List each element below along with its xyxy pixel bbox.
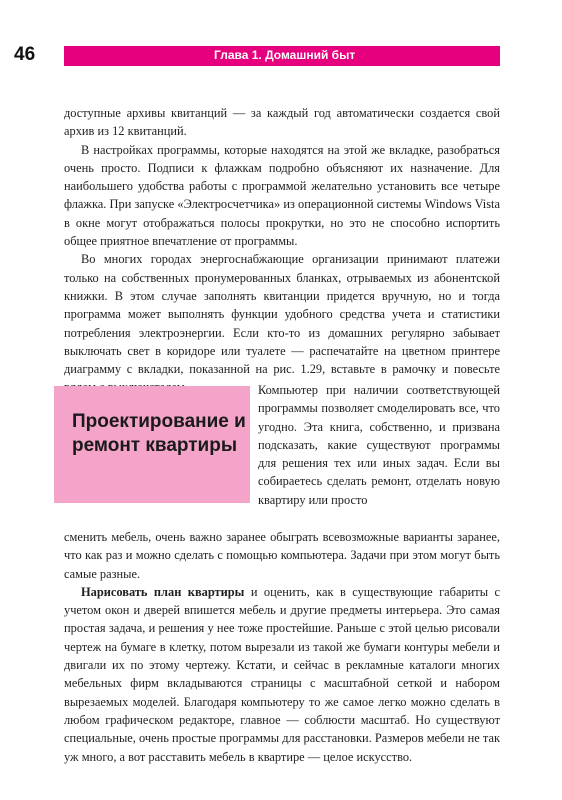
- paragraph: Во многих городах энергоснабжающие организации принимают платежи только на собственных пронумерованных бланках, отрываемых из абонентской книжки. В этом случае заполнять квитанции придется вручную, но и тогда программа может выполнять функции удобного средства учета и статистики потребления электроэнергии. Если кто-то из домашних регулярно забывает выключать свет в коридоре или туалете — распечатайте на цветном принтере диаграмму с вкладки, показанной на рис. 1.29, вставьте в рамочку и повесьте: [64, 252, 500, 377]
- chapter-title: Глава 1. Домашний быт: [214, 48, 356, 62]
- lower-body-text: [64, 528, 500, 766]
- paragraph: доступные архивы квитанций — за каждый год автоматически создается свой архив из 12 квитанций.: [64, 106, 500, 139]
- chapter-header-bar: [64, 46, 500, 66]
- paragraph: В настройках программы, которые находятся на этой же вкладке, разобраться очень просто. Подписи к флажкам подробно объясняют их назначение. Для наибольшего удобства работы с программой желательно установить все четыре флажка. При запуске «Электросчетчика» из операционной системы Windows Vista в окне могут отображаться полосы прокрутки, но это не способно испортить общее приятное впечатление от программы.: [64, 142, 500, 249]
- page-number: 46: [14, 44, 36, 65]
- section-heading: Проектирование и ремонт квартиры: [72, 411, 246, 456]
- paragraph-continuation: сменить мебель, очень важно заранее обыграть всевозможные варианты заранее, что как раз и можно сделать с помощью компьютера. Задачи при этом могут быть самые разные.: [64, 530, 500, 581]
- section-heading-box: [54, 386, 250, 503]
- paragraph: [64, 583, 500, 766]
- upper-body-text: [64, 104, 500, 397]
- paragraph-rest: и оценить, как в существующие габариты с учетом окон и дверей впишется мебель и другие предметы интерьера. Это самая простая задача, и решения у нее тоже простейшие. Раньше с этой целью рисовали чертеж на бумаге в клетку, потом вырезали из такой же бумаги контуры мебели и двигали их по этому чертежу. Кстати, и сейчас в рекламные каталоги многих мебельных фирм вкладываются страницы с масштабной сеткой и набором вырезаемых моделей. Благодаря компьютеру то же самое легко можно сделать в любом графическом редакторе, главное — соблюсти масштаб. Но существуют специальные, очень простые программы для расстановки. Размеров мебели не так уж много, а вот расставить мебель в квартире — целое искусство.: [64, 584, 500, 764]
- side-paragraph: Компьютер при наличии соответствующей программы позволяет смоделировать все, что угодно. Эта книга, собственно, и призвана подсказать, какие существуют программы для решения тех или иных задач. Если вы собираетесь сделать ремонт, отделать новую квартиру или просто: [258, 383, 500, 507]
- bold-lead: Нарисовать план квартиры: [81, 584, 245, 599]
